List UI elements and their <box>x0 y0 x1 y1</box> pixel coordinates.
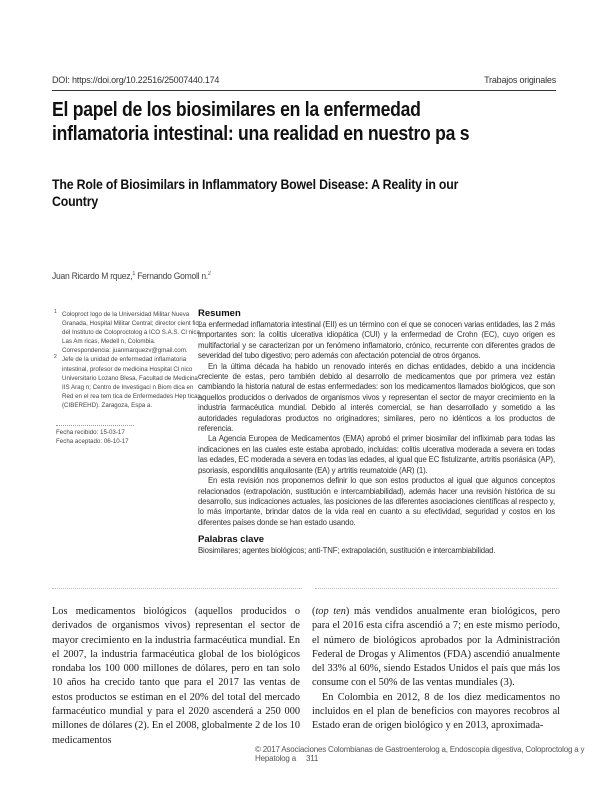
abstract <box>198 308 555 528</box>
date-received-label: Fecha recibido: <box>56 429 99 436</box>
article-dates <box>56 428 129 446</box>
affiliation-number: 2 <box>54 354 57 361</box>
body-paragraph: Los medicamentos biológicos (aquellos producidos o derivados de organismos vivos) representan el sector de mayor crecimiento en la industria farmacéutica mundial. En el 2007, la industria farmacéutica global de los biológicos rondaba los 100 000 millones de dólares, pero en tan solo 10 años ha crecido tanto que para el 2017 las ventas de estos productos se estiman en el 20% del total del mercado farmacéutico mundial y para el 2020 ascenderá a 250 000 millones de dólares (2). En el 2008, globalmente 2 de los 10 medicamentos <box>52 606 300 746</box>
author-name: Juan Ricardo M rquez, <box>52 271 133 283</box>
body-italic-term: top ten <box>315 606 346 617</box>
body-paragraph: (top ten) más vendidos anualmente eran biológicos, pero para el 2016 esta cifra ascendió a 7; en este mismo período, el número de biológicos aprobados por la Administración Federal de Drogas y Alimentos (FDA) ascendió anualmente del 33% al 60%, siendo Estados Unidos el país que más los consume con el 50% de las ventas mundiales (3). <box>312 606 560 689</box>
title-english-line-2: Country <box>52 193 98 209</box>
body-text: ) más vendidos anualmente eran biológicos, pero para el 2016 esta cifra ascendió a 7; en este mismo período, el número de biológicos aprobados por la Administración Federal de Drogas y Alimentos (FDA) ascendió anualmente del 33% al 60%, siendo Estados Unidos el país que más los consume con el 50% de las ventas mundiales (3). <box>312 606 560 689</box>
affiliations <box>52 310 202 410</box>
body-column-left <box>52 605 300 748</box>
author-name: Fernando Gomoll n. <box>135 271 208 283</box>
author-affiliation-mark: 1 <box>132 271 136 277</box>
author-list <box>52 271 211 282</box>
affiliation-2 <box>52 355 202 410</box>
title-english <box>52 176 580 210</box>
date-accepted <box>56 437 129 446</box>
body-column-right <box>312 605 560 734</box>
dates-divider <box>56 425 134 426</box>
copyright-notice: © 2017 Asociaciones Colombianas de Gastroenterolog a, Endoscopia digestiva, Coloproctolog a y Hepatolog a <box>255 745 585 763</box>
page-number: 311 <box>305 754 319 763</box>
date-received <box>56 428 129 437</box>
abstract-paragraph: La enfermedad inflamatoria intestinal (EII) es un término con el que se conocen varias entidades, las 2 más importantes son: la colitis ulcerativa idiopática (CUI) y la enfermedad de Crohn (EC), cuyo origen es multifactorial y se caracterizan por un fenómeno inflamatorio, crónico, recurrente con diferentes grados de severidad del tubo digestivo; pero además con afectación potencial de otros órganos. <box>198 320 555 361</box>
affiliation-number: 1 <box>54 309 57 315</box>
abstract-paragraph: En esta revisión nos proponemos definir lo que son estos productos al igual que algunos conceptos relacionados (extrapolación, sustitución e intercambiabilidad), además hacer una revisión histórica de su desarrollo, sus indicaciones actuales, las posiciones de las diferentes asociaciones científicas al respecto y, lo más importante, brindar datos de la vida real en cuanto a su efectividad, seguridad y costos en los diferentes países donde se han estado usando. <box>198 476 555 527</box>
affiliation-1 <box>52 310 202 355</box>
date-accepted-label: Fecha aceptado: <box>56 438 103 446</box>
abstract-paragraph: La Agencia Europea de Medicamentos (EMA) aprobó el primer biosimilar del infliximab para todas las indicaciones en las cuales este estaba aprobado, incluidas: colitis ulcerativa moderada a severa en todas las edades, EC moderada a severa en todas las edades, al igual que EC fistulizante, artritis psoriásica (AP), psoriasis, espondilitis anquilosante (EA) y artritis reumatoide (AR) (1). <box>198 434 555 475</box>
keywords-text: Biosimilares; agentes biológicos; anti-TNF; extrapolación, sustitución e intercambiabilidad. <box>198 546 496 555</box>
title-english-line-1: The Role of Biosimilars in Inflammatory Bowel Disease: A Reality in our <box>52 176 459 192</box>
doi-link[interactable]: DOI: https://doi.org/10.22516/25007440.174 <box>52 75 220 85</box>
title-spanish-line-2: inflamatoria intestinal: una realidad en nuestro pa s <box>52 123 470 145</box>
keywords <box>198 534 555 556</box>
section-label: Trabajos originales <box>484 75 556 85</box>
abstract-heading: Resumen <box>198 308 241 319</box>
body-paragraph: En Colombia en 2012, 8 de los diez medicamentos no incluidos en el plan de beneficios con mayores recobros al Estado eran de origen biológico y en 2013, aproximada- <box>312 691 560 732</box>
title-spanish <box>52 98 580 146</box>
abstract-paragraph: En la última década ha habido un renovado interés en dichas entidades, debido a una incidencia creciente de estas, pero también debido al desarrollo de medicamentos que por primera vez están cambiando la historia natural de estas enfermedades: son los medicamentos llamados biológicos, que son aquellos producidos o derivados de organismos vivos y representan el sector de mayor crecimiento en la industria farmacéutica mundial. Debido al interés comercial, se han desarrollado y sometido a las autoridades reguladoras productos no originadores; similares, pero no idénticos a los productos de referencia. <box>198 361 555 434</box>
date-accepted-value: 06-10-17 <box>103 438 129 446</box>
author-affiliation-mark: 2 <box>207 271 211 277</box>
keywords-heading: Palabras clave <box>198 534 265 545</box>
section-divider-left <box>52 588 302 589</box>
title-spanish-line-1: El papel de los biosimilares en la enfermedad <box>52 99 421 121</box>
affiliation-text: Jefe de la unidad de enfermedad inflamatoria intestinal, profesor de medicina Hospital Cl nico Universitario Lozano Blesa, Facultad de Medicina IIS Arag n; Centro de Investigaci n Biom dica en Red en el rea tem tica de Enfermedades Hep ticas (CIBEREHD). Zaragoza, Espa a. <box>62 356 201 409</box>
date-received-value: 15-03-17 <box>100 429 125 436</box>
section-divider-right <box>315 588 557 589</box>
running-header <box>52 74 556 91</box>
affiliation-text: Coloproct logo de la Universidad Militar Nueva Granada, Hospital Militar Central; director cient fico del Instituto de Coloproctolog a ICO S.A.S. Cl nica Las Am ricas, Medell n, Colombia. Correspondencia: juanmarquezv@gmail.com. <box>62 311 202 355</box>
page-footer <box>255 745 609 763</box>
